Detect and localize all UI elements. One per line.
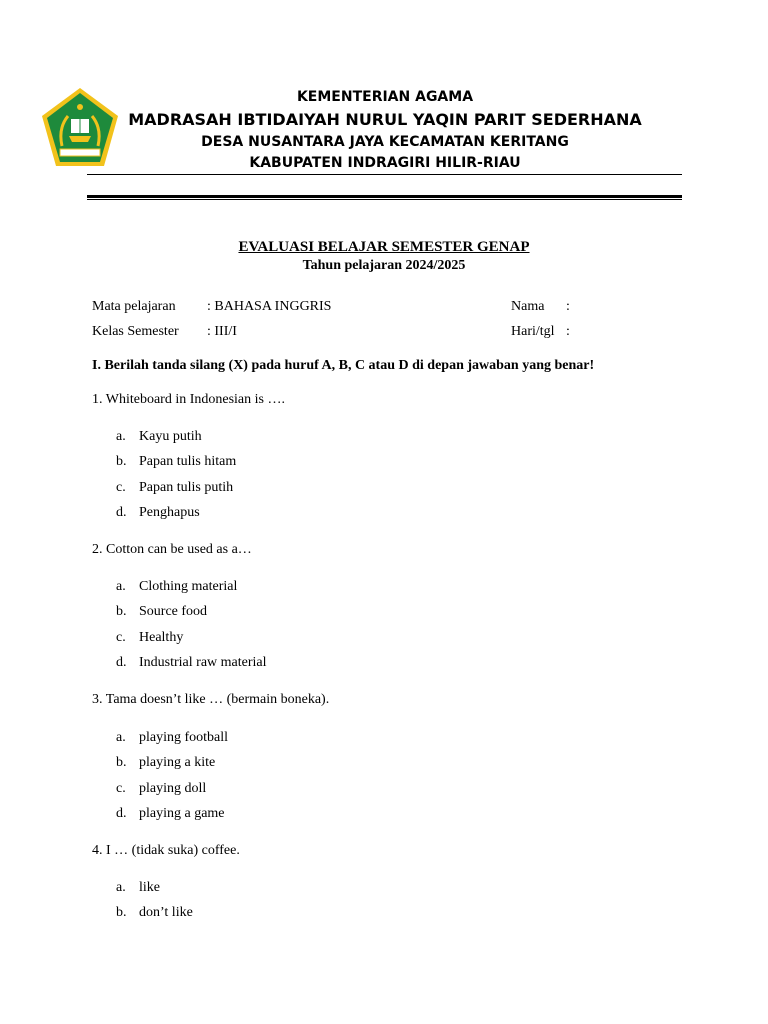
ministry-name: KEMENTERIAN AGAMA <box>296 89 474 105</box>
school-name: MADRASAH IBTIDAIYAH NURUL YAQIN PARIT SEDERHANA <box>128 110 642 129</box>
option-b: b. Papan tulis hitam <box>116 454 237 470</box>
instruction: I. Berilah tanda silang (X) pada huruf A, B, C atau D di depan jawaban yang benar! <box>92 358 595 373</box>
option-b: b. playing a kite <box>116 755 216 771</box>
date-value: : <box>566 324 570 339</box>
question-3-options <box>116 729 228 830</box>
kementerian-agama-emblem-icon <box>40 86 120 176</box>
school-address-regency: KABUPATEN INDRAGIRI HILIR-RIAU <box>249 155 521 171</box>
question-4: 4. I … (tidak suka) coffee. <box>92 843 240 858</box>
school-address-village: DESA NUSANTARA JAYA KECAMATAN KERITANG <box>201 134 569 150</box>
header-divider-bottom <box>87 199 682 200</box>
question-4-options <box>116 879 193 930</box>
option-d: d. Penghapus <box>116 504 200 520</box>
subject-label: Mata pelajaran <box>92 299 176 314</box>
date-label: Hari/tgl <box>511 324 555 339</box>
option-d: d. playing a game <box>116 805 225 821</box>
option-d: d. Industrial raw material <box>116 654 267 670</box>
question-3: 3. Tama doesn’t like … (bermain boneka). <box>92 692 330 707</box>
option-b: b. Source food <box>116 604 208 620</box>
subject-value: : BAHASA INGGRIS <box>207 299 332 314</box>
option-a: a. playing football <box>116 730 229 745</box>
class-label: Kelas Semester <box>92 324 179 339</box>
header-divider-thick <box>87 195 682 198</box>
question-1-options <box>116 428 236 529</box>
option-c: c. Papan tulis putih <box>116 479 234 495</box>
exam-title: EVALUASI BELAJAR SEMESTER GENAP <box>238 239 530 255</box>
option-c: c. playing doll <box>116 780 207 796</box>
option-a: a. like <box>116 880 160 895</box>
option-c: c. Healthy <box>116 629 184 645</box>
question-1: 1. Whiteboard in Indonesian is …. <box>92 392 285 407</box>
question-2-options <box>116 578 267 679</box>
option-b: b. don’t like <box>116 905 193 921</box>
header-divider-thin <box>87 174 682 175</box>
exam-subtitle: Tahun pelajaran 2024/2025 <box>302 258 466 273</box>
student-name-value: : <box>566 299 570 314</box>
class-value: : III/I <box>207 324 237 339</box>
student-name-label: Nama <box>511 299 545 314</box>
option-a: a. Clothing material <box>116 579 238 594</box>
question-2: 2. Cotton can be used as a… <box>92 542 252 557</box>
option-a: a. Kayu putih <box>116 429 202 444</box>
